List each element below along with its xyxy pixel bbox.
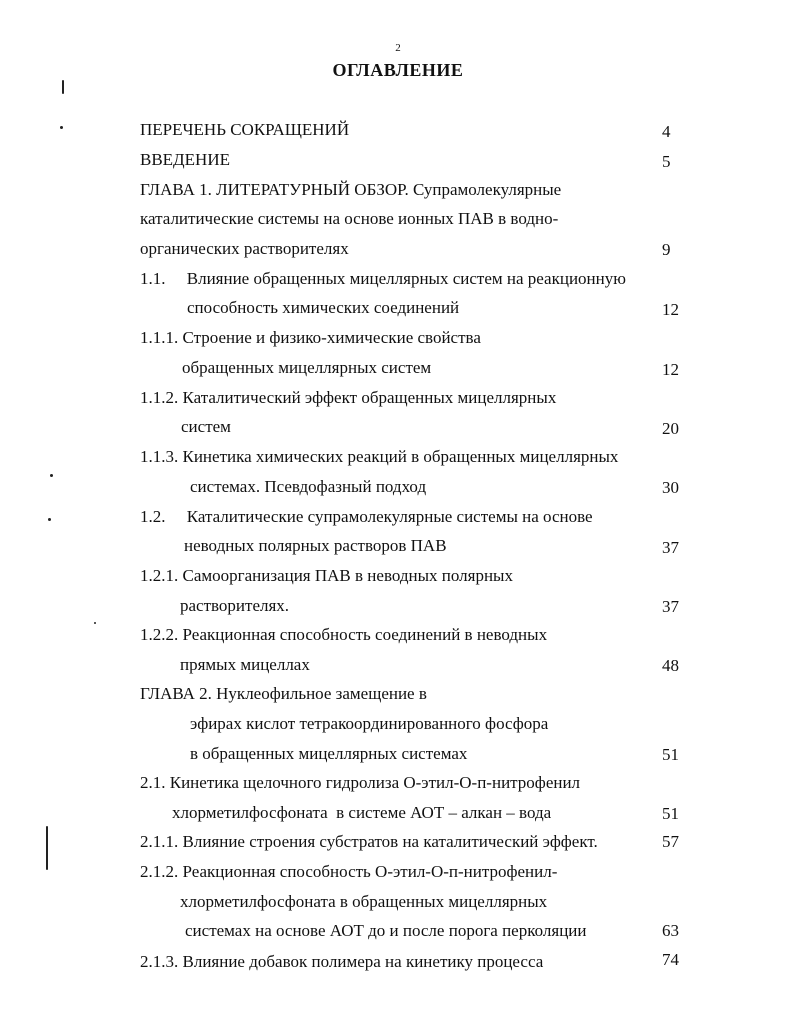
toc-page: 48 (662, 656, 679, 675)
toc-page: 37 (662, 597, 679, 616)
toc-page: 12 (662, 300, 679, 319)
toc-line: каталитические системы на основе ионных ПАВ в водно- (140, 209, 559, 228)
toc-line: 2.1.3. Влияние добавок полимера на кинетику процесса (140, 952, 544, 971)
toc-line: обращенных мицеллярных систем (182, 358, 432, 377)
toc-line: 1.2.2. Реакционная способность соединений в неводных (140, 625, 548, 644)
toc-line: способность химических соединений (187, 298, 460, 317)
toc-line: 2.1. Кинетика щелочного гидролиза О-этил-О-п-нитрофенил (140, 773, 581, 792)
toc-line: эфирах кислот тетракоординированного фосфора (190, 714, 549, 733)
scan-speck (62, 80, 64, 94)
toc-line: хлорметилфосфоната в системе АОТ – алкан – вода (172, 803, 552, 822)
toc-page: 5 (662, 152, 671, 171)
toc-line: ГЛАВА 2. Нуклеофильное замещение в (140, 684, 427, 703)
toc-page: 51 (662, 804, 679, 823)
toc-line: неводных полярных растворов ПАВ (184, 536, 447, 555)
page-number: 2 (395, 42, 401, 54)
toc-page: 30 (662, 478, 679, 497)
toc-page: 74 (662, 950, 679, 969)
toc-line: 2.1.1. Влияние строения субстратов на каталитический эффект. (140, 832, 598, 851)
toc-page: 9 (662, 240, 671, 259)
toc-line: 1.1.1. Строение и физико-химические свойства (140, 328, 481, 347)
toc-page: 57 (662, 832, 679, 851)
scan-speck (60, 126, 63, 129)
toc-line: системах на основе АОТ до и после порога перколяции (185, 921, 587, 940)
toc-line: систем (181, 417, 231, 436)
toc-line: 2.1.2. Реакционная способность О-этил-О-п-нитрофенил- (140, 862, 558, 881)
scan-speck (94, 622, 96, 624)
page-title: ОГЛАВЛЕНИЕ (332, 60, 464, 80)
toc-page: 37 (662, 538, 679, 557)
toc-line: ПЕРЕЧЕНЬ СОКРАЩЕНИЙ (140, 120, 350, 139)
toc-line: 1.2. Каталитические супрамолекулярные системы на основе (140, 507, 593, 526)
toc-page: 51 (662, 745, 679, 764)
toc-line: 1.1.2. Каталитический эффект обращенных мицеллярных (140, 388, 557, 407)
toc-line: растворителях. (180, 596, 290, 615)
toc-line: хлорметилфосфоната в обращенных мицеллярных (180, 892, 548, 911)
scan-speck (50, 474, 53, 477)
toc-line: ГЛАВА 1. ЛИТЕРАТУРНЫЙ ОБЗОР. Супрамолекулярные (140, 180, 562, 199)
scan-speck (46, 826, 48, 870)
toc-page: 12 (662, 360, 679, 379)
toc-page: 20 (662, 419, 679, 438)
toc-line: системах. Псевдофазный подход (190, 477, 427, 496)
scan-speck (48, 518, 51, 521)
toc-line: 1.2.1. Самоорганизация ПАВ в неводных полярных (140, 566, 513, 585)
toc-line: ВВЕДЕНИЕ (140, 150, 230, 169)
toc-line: 1.1.3. Кинетика химических реакций в обращенных мицеллярных (140, 447, 619, 466)
toc-line: прямых мицеллах (180, 655, 310, 674)
toc-page: 63 (662, 921, 679, 940)
toc-page: 4 (662, 122, 671, 141)
toc-line: органических растворителях (140, 239, 349, 258)
toc-line: 1.1. Влияние обращенных мицеллярных систем на реакционную (140, 269, 626, 288)
toc-line: в обращенных мицеллярных системах (190, 744, 468, 763)
